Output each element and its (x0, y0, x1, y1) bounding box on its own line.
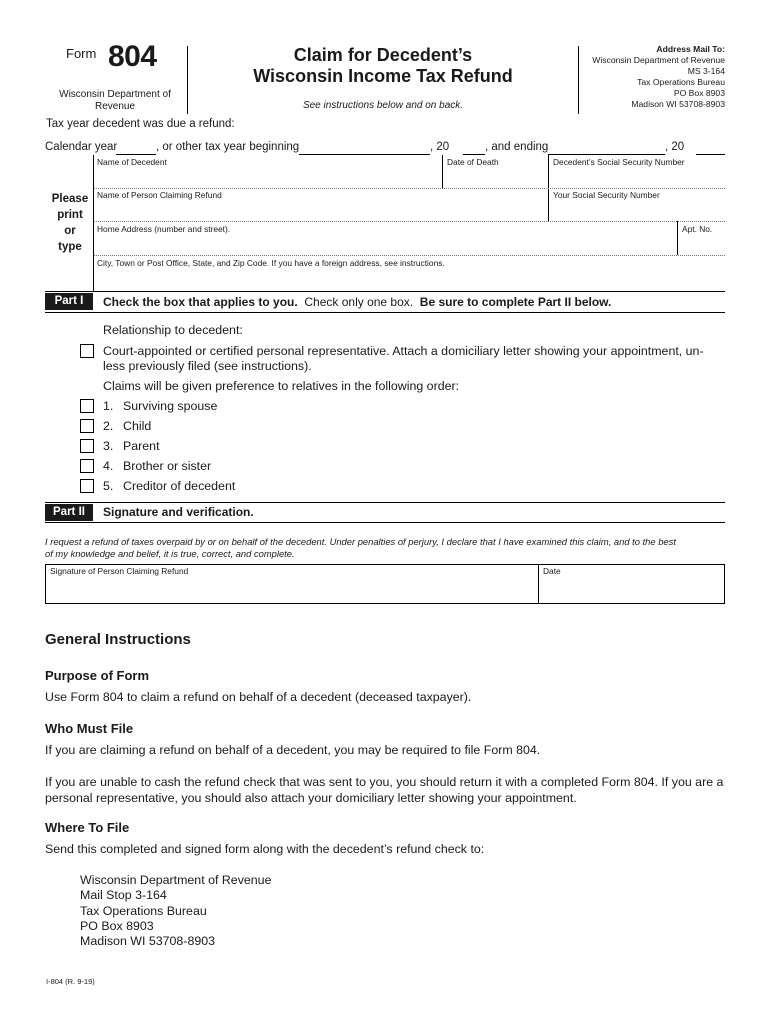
court-representative-checkbox[interactable] (80, 344, 94, 358)
option-label: Child (123, 419, 152, 433)
mail-line: Madison WI 53708-8903 (631, 99, 725, 109)
other-year-label: , or other tax year beginning (156, 141, 300, 153)
mail-line: Wisconsin Department of Revenue (592, 55, 725, 65)
form-number: 804 (108, 40, 157, 73)
end-year-field[interactable] (696, 154, 725, 155)
begin-date-field[interactable] (299, 154, 430, 155)
grid-divider (677, 221, 678, 255)
option-number: 5. (103, 479, 114, 493)
calendar-year-field[interactable] (116, 154, 156, 155)
instructions-heading: General Instructions (45, 631, 191, 648)
where-to-file-text: Send this completed and signed form along with the decedent’s refund check to: (45, 842, 485, 856)
form-revision: I-804 (R. 9-19) (46, 977, 95, 986)
return-check-text: If you are unable to cash the refund check that was sent to you, you should return it with a completed Form 804. If you are a personal representative, you should also attach your domiciliary letter showing your appointment. (45, 775, 724, 805)
calendar-year-label: Calendar year (45, 141, 118, 153)
mail-line: MS 3-164 (687, 66, 725, 76)
please-print-label: Please print or type (51, 193, 89, 253)
mail-line: Tax Operations Bureau (637, 77, 725, 87)
parent-checkbox[interactable] (80, 439, 94, 453)
option-label: Brother or sister (123, 459, 212, 473)
surviving-spouse-checkbox[interactable] (80, 399, 94, 413)
grid-divider (442, 155, 443, 188)
brother-sister-checkbox[interactable] (80, 459, 94, 473)
signature-divider (538, 564, 539, 604)
mail-line: PO Box 8903 (673, 88, 725, 98)
title-line-1: Claim for Decedent’s (293, 45, 473, 65)
end-date-field[interactable] (548, 154, 665, 155)
option-number: 1. (103, 399, 114, 413)
begin-year-field[interactable] (463, 154, 485, 155)
option-label: Creditor of decedent (123, 479, 236, 493)
begin-century: , 20 (430, 141, 450, 153)
option-label: Parent (123, 439, 160, 453)
and-ending-label: , and ending (485, 141, 549, 153)
department-name: Wisconsin Department of Revenue (59, 89, 171, 112)
option-label: Surviving spouse (123, 399, 218, 413)
part2-bottom-rule (45, 522, 725, 523)
end-century: , 20 (665, 141, 685, 153)
mail-heading: Address Mail To: (656, 44, 725, 54)
part2-top-rule (45, 502, 725, 503)
purpose-heading: Purpose of Form (45, 668, 150, 683)
who-must-file-heading: Who Must File (45, 721, 134, 736)
part1-label: Part I (45, 293, 93, 310)
form-word: Form (66, 46, 97, 61)
form-title (200, 45, 566, 87)
where-to-file-heading: Where To File (45, 820, 130, 835)
row-divider (94, 221, 725, 222)
who-must-file-text: If you are claiming a refund on behalf of a decedent, you may be required to file Form 804. (45, 743, 541, 757)
filing-address: Wisconsin Department of Revenue Mail Stop 3-164 Tax Operations Bureau PO Box 8903 Madison WI 53708-8903 (80, 873, 272, 949)
option-number: 2. (103, 419, 114, 433)
part1-heading: Check the box that applies to you. Check only one box. Be sure to complete Part II below. (103, 295, 612, 309)
row-divider (94, 188, 725, 189)
mailing-address (582, 44, 725, 110)
header-divider-left (187, 46, 188, 114)
title-line-2: Wisconsin Income Tax Refund (253, 66, 513, 86)
header-divider-right (578, 46, 579, 114)
declaration-text: I request a refund of taxes overpaid by or on behalf of the decedent. Under penalties of perjury, I declare that I have examined this claim, and to the best of my knowledge and belief, it is true, correct, and complete. (45, 536, 676, 559)
option-number: 4. (103, 459, 114, 473)
tax-year-intro: Tax year decedent was due a refund: (46, 118, 235, 130)
part1-top-rule (45, 291, 725, 292)
grid-left-border (93, 155, 94, 291)
option-number: 3. (103, 439, 114, 453)
preference-note: Claims will be given preference to relatives in the following order: (103, 379, 460, 393)
part2-label: Part II (45, 504, 93, 521)
child-checkbox[interactable] (80, 419, 94, 433)
creditor-checkbox[interactable] (80, 479, 94, 493)
form-subtitle: See instructions below and on back. (302, 100, 464, 111)
part1-bottom-rule (45, 312, 725, 313)
row-divider (94, 255, 725, 256)
relationship-label: Relationship to decedent: (103, 323, 243, 337)
court-representative-text: Court-appointed or certified personal representative. Attach a domiciliary letter showing your appointment, un- less previously filed (see instructions). (103, 344, 704, 373)
part2-heading: Signature and verification. (103, 505, 254, 519)
purpose-text: Use Form 804 to claim a refund on behalf of a decedent (deceased taxpayer). (45, 690, 472, 704)
